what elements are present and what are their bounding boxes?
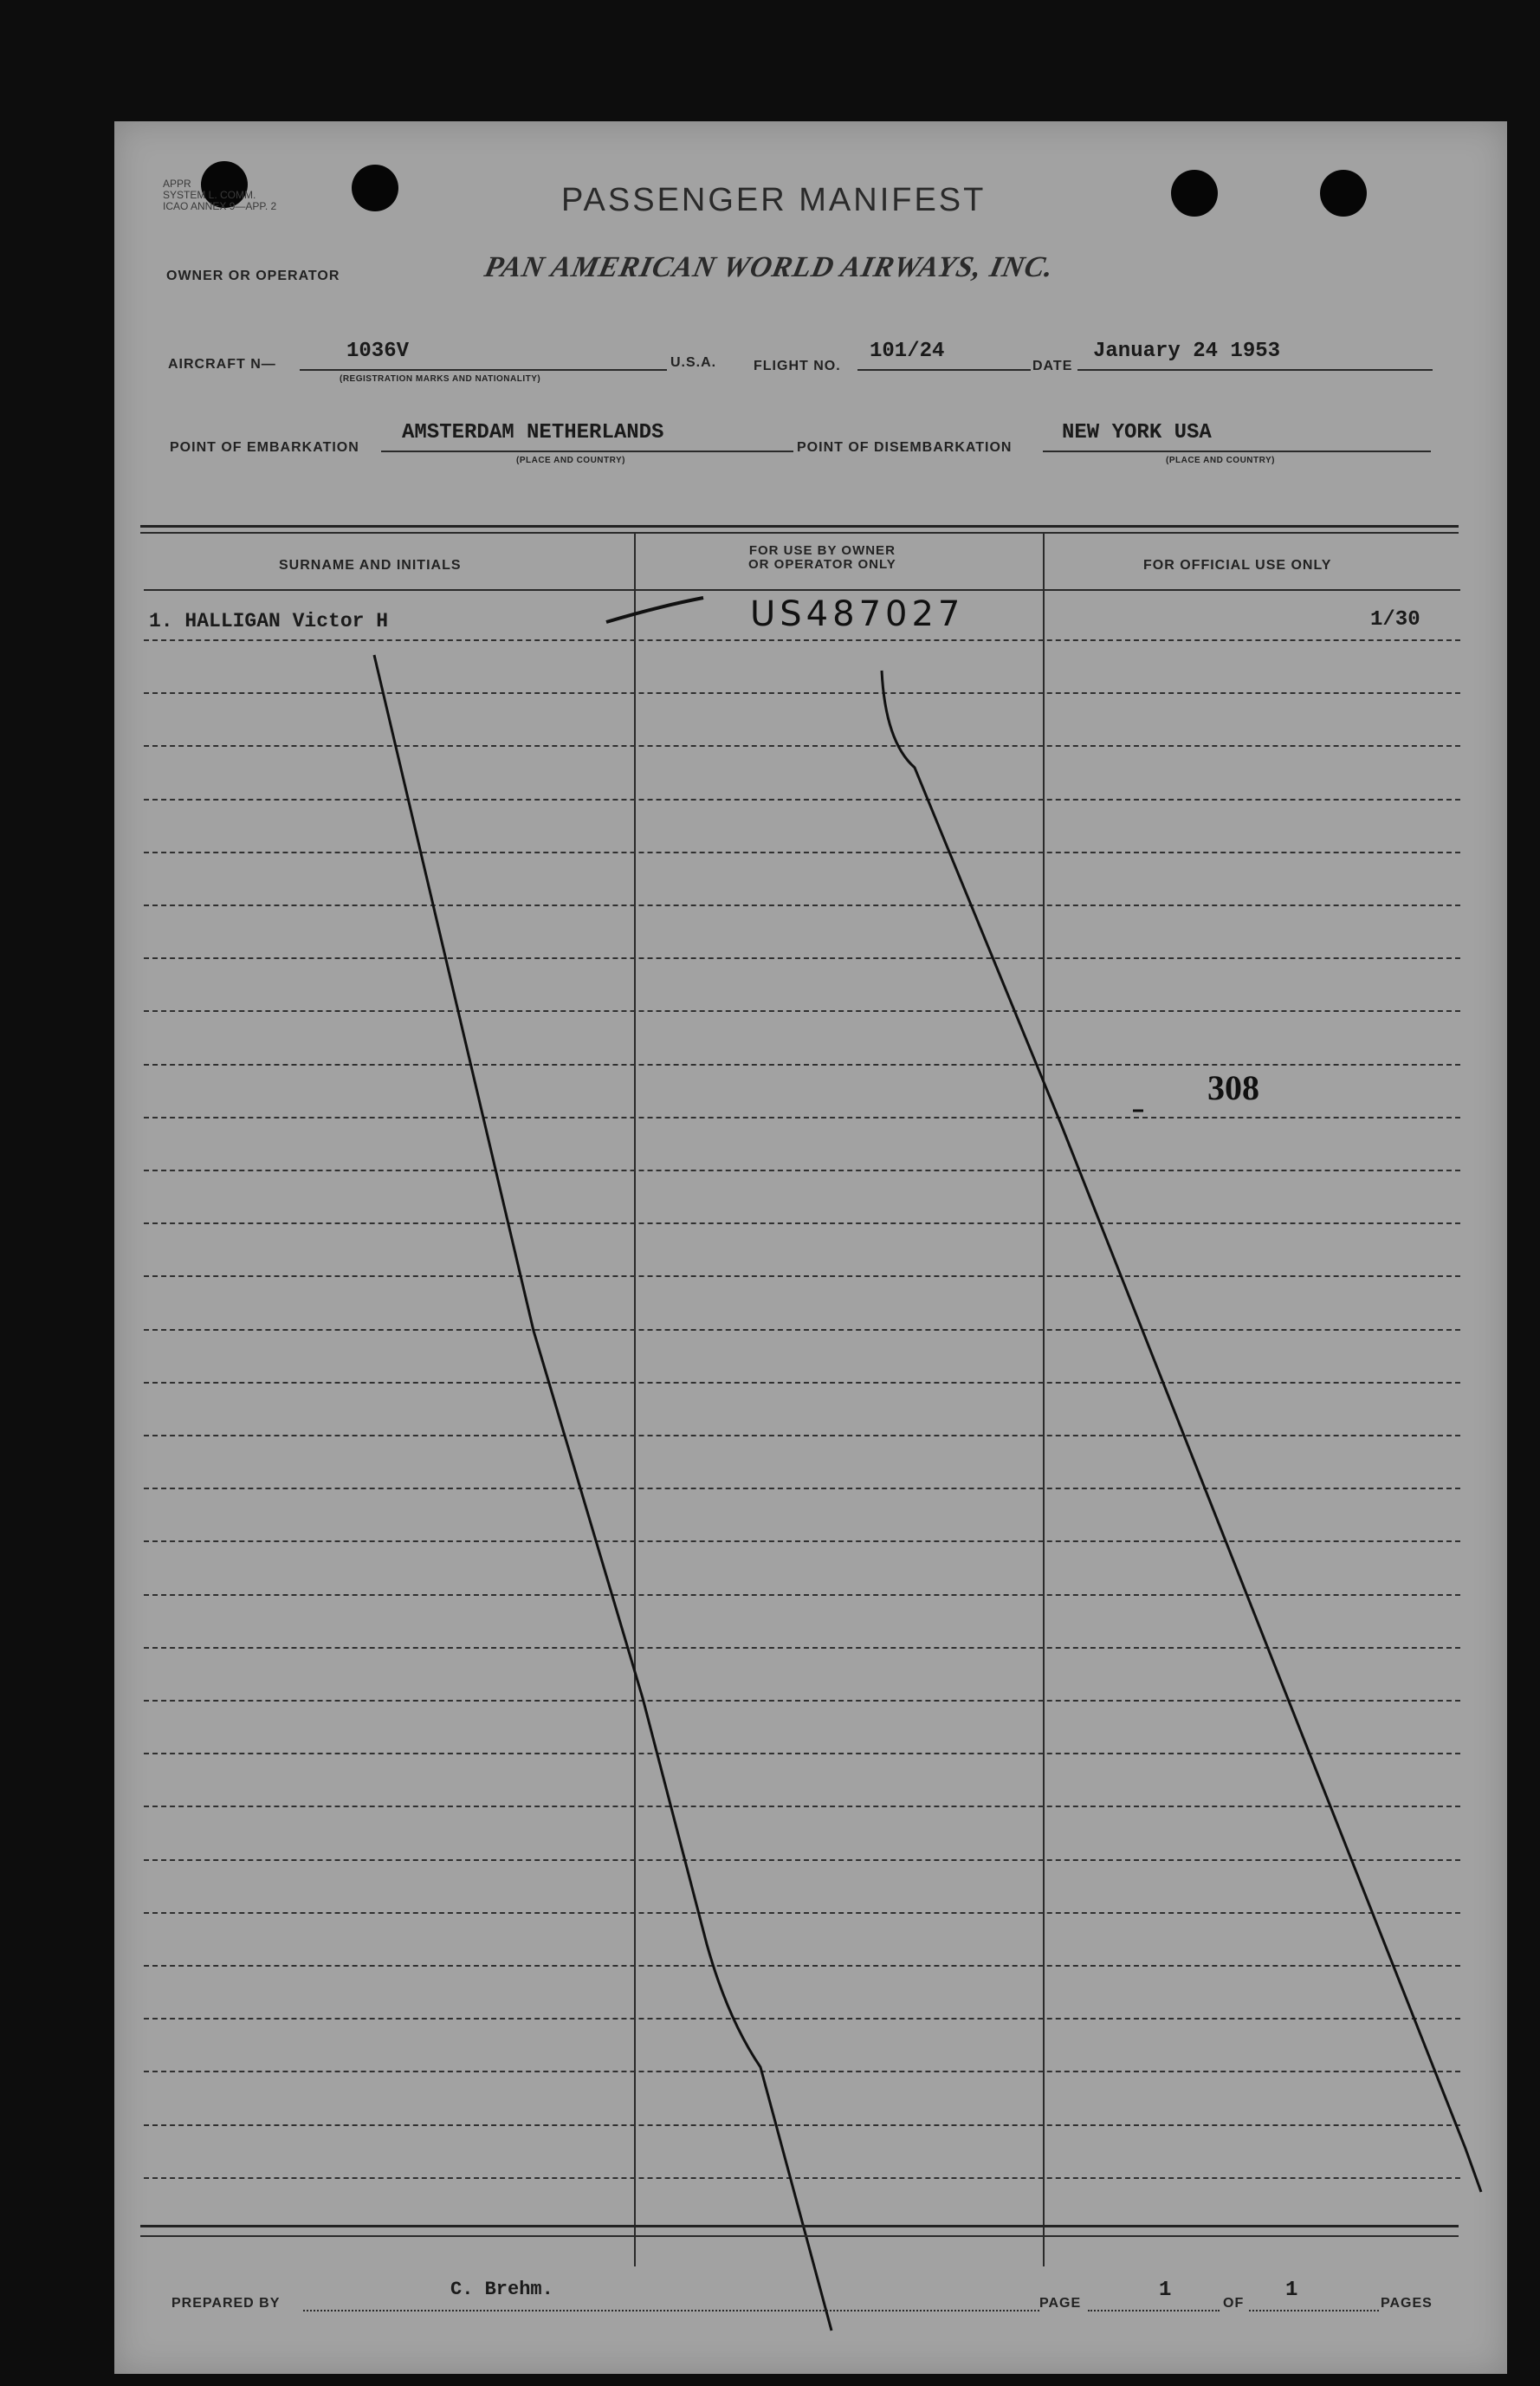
of-underline — [1249, 2310, 1379, 2311]
approval-line: SYSTEM L. COMM. — [163, 189, 256, 201]
column-header-surname: SURNAME AND INITIALS — [279, 558, 462, 573]
date-value: January 24 1953 — [1093, 340, 1281, 363]
flight-value: 101/24 — [870, 340, 945, 363]
page-underline — [1088, 2310, 1220, 2311]
pages-label: PAGES — [1381, 2296, 1433, 2311]
disembark-value: NEW YORK USA — [1062, 421, 1212, 444]
disembark-label: POINT OF DISEMBARKATION — [797, 440, 1013, 455]
approval-line: APPR — [163, 178, 191, 190]
owner-value: PAN AMERICAN WORLD AIRWAYS, INC. — [482, 251, 1058, 283]
stamp-number: 308 — [1207, 1068, 1259, 1107]
table-bottom-rule — [140, 2225, 1459, 2227]
passenger-official-code: 1/30 — [1370, 608, 1420, 632]
passenger-operator-number: US487027 — [750, 594, 965, 634]
flight-label: FLIGHT NO. — [754, 359, 841, 373]
passenger-name: 1. HALLIGAN Victor H — [149, 610, 389, 632]
page-title: PASSENGER MANIFEST — [561, 182, 987, 218]
column-header-operator-line: OR OPERATOR ONLY — [748, 557, 896, 572]
of-label: OF — [1223, 2296, 1245, 2311]
aircraft-label: AIRCRAFT N— — [168, 357, 276, 372]
strike-line-right — [882, 671, 1481, 2192]
strike-line-left — [374, 655, 831, 2331]
prepared-underline — [303, 2310, 1039, 2311]
usa-label: U.S.A. — [670, 355, 717, 370]
page-label: PAGE — [1039, 2296, 1082, 2311]
column-header-official: FOR OFFICIAL USE ONLY — [1143, 558, 1332, 573]
page-value: 1 — [1159, 2279, 1172, 2302]
prepared-label: PREPARED BY — [171, 2296, 281, 2311]
embark-label: POINT OF EMBARKATION — [170, 440, 359, 455]
owner-label: OWNER OR OPERATOR — [166, 269, 340, 283]
aircraft-value: 1036V — [346, 340, 410, 363]
embark-value: AMSTERDAM NETHERLANDS — [402, 421, 664, 444]
aircraft-sub: (REGISTRATION MARKS AND NATIONALITY) — [340, 374, 541, 384]
column-header-operator-line: FOR USE BY OWNER — [748, 543, 896, 558]
check-tick — [606, 598, 703, 622]
prepared-value: C. Brehm. — [450, 2279, 553, 2300]
approval-line: ICAO ANNEX 9—APP. 2 — [163, 200, 277, 212]
date-label: DATE — [1032, 359, 1073, 373]
of-value: 1 — [1285, 2279, 1298, 2302]
embark-sub: (PLACE AND COUNTRY) — [516, 456, 625, 465]
disembark-sub: (PLACE AND COUNTRY) — [1166, 456, 1275, 465]
table-bottom-rule — [140, 2235, 1459, 2237]
